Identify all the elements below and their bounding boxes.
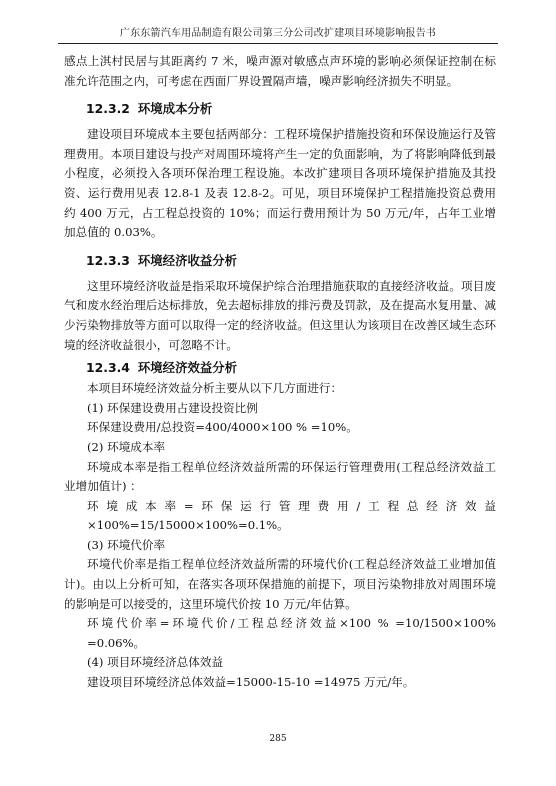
section-heading-12-3-4: [64, 360, 496, 376]
section-number: 12.3.4: [86, 360, 130, 376]
item-4-title: (4) 项目环境经济总体效益: [87, 655, 224, 670]
item-1-title: (1) 环保建设费用占建设投资比例: [87, 400, 258, 415]
economic-revenue-paragraph: 这里环境经济收益是指采取环境保护综合治理措施获取的直接经济收益。项目废气和废水经治理后达标排放，免去超标排放的排污费及罚款，及在提高水复用量、减少污染物排放等方面可以取得一定的经济收益。但这里认为该项目在改善区域生态环境的经济收益很小，可忽略不计。: [64, 278, 496, 352]
item-4-formula: 建设项目环境经济总体效益=15000-15-10 =14975 万元/年。: [87, 675, 415, 690]
section-title: 环境经济收益分析: [137, 252, 238, 268]
item-2-title: (2) 环境成本率: [87, 439, 166, 454]
benefit-lead-text: 本项目环境经济效益分析主要从以下几方面进行：: [87, 381, 343, 396]
section-number: 12.3.3: [86, 252, 130, 268]
running-header: 广东东箭汽车用品制造有限公司第三分公司改扩建项目环境影响报告书: [119, 28, 437, 39]
section-heading-12-3-3: [64, 253, 496, 269]
item-2-formula: 环境成本率=环保运行管理费用/工程总经济效益×100%=15/15000×100%=0.1%。: [87, 498, 496, 533]
intro-paragraph: 感点上淇村民居与其距离约 7 米，噪声源对敏感点声环境的影响必须保证控制在标准允许范围之内，可考虑在西面厂界设置隔声墙，噪声影响经济损失不明显。: [64, 54, 496, 88]
page-number: 285: [269, 734, 287, 744]
item-2-description: 环境成本率是指工程单位经济效益所需的环保运行管理费用(工程总经济效益工业增加值计) ：: [64, 459, 496, 494]
section-title: 环境成本分析: [137, 101, 213, 117]
header-rule: [58, 43, 498, 44]
item-3-description: 环境代价率是指工程单位经济效益所需的环境代价(工程总经济效益工业增加值计)。由以上分析可知，在落实各项环保措施的前提下，项目污染物排放对周围环境的影响是可以接受的，这里环境代价按 10 万元/年估算。: [64, 557, 496, 611]
section-number: 12.3.2: [86, 101, 130, 117]
item-3-formula: 环境代价率=环境代价/工程总经济效益×100 % =10/1500×100% =0.06%。: [87, 616, 496, 650]
item-3-title: (3) 环境代价率: [87, 537, 166, 552]
environmental-cost-paragraph: 建设项目环境成本主要包括两部分：工程环境保护措施投资和环保设施运行及管理费用。本项目建设与投产对周围环境将产生一定的负面影响，为了将影响降低到最小程度，必须投入各项环保治理工程设施。本改扩建项目各项环境保护措施及其投资、运行费用见表 12.8-1 及表 12.8-2。可见，项目环境保护工程措施投资总费用约 400 万元，占工程总投资的 10%；而运行费用预计为 50 万元/年，占年工业增加总值的 0.03%。: [64, 127, 496, 240]
page-body: [64, 52, 496, 693]
item-1-formula: 环保建设费用/总投资=400/4000×100 % =10%。: [87, 420, 358, 435]
section-heading-12-3-2: [64, 101, 496, 117]
section-title: 环境经济效益分析: [137, 360, 238, 376]
